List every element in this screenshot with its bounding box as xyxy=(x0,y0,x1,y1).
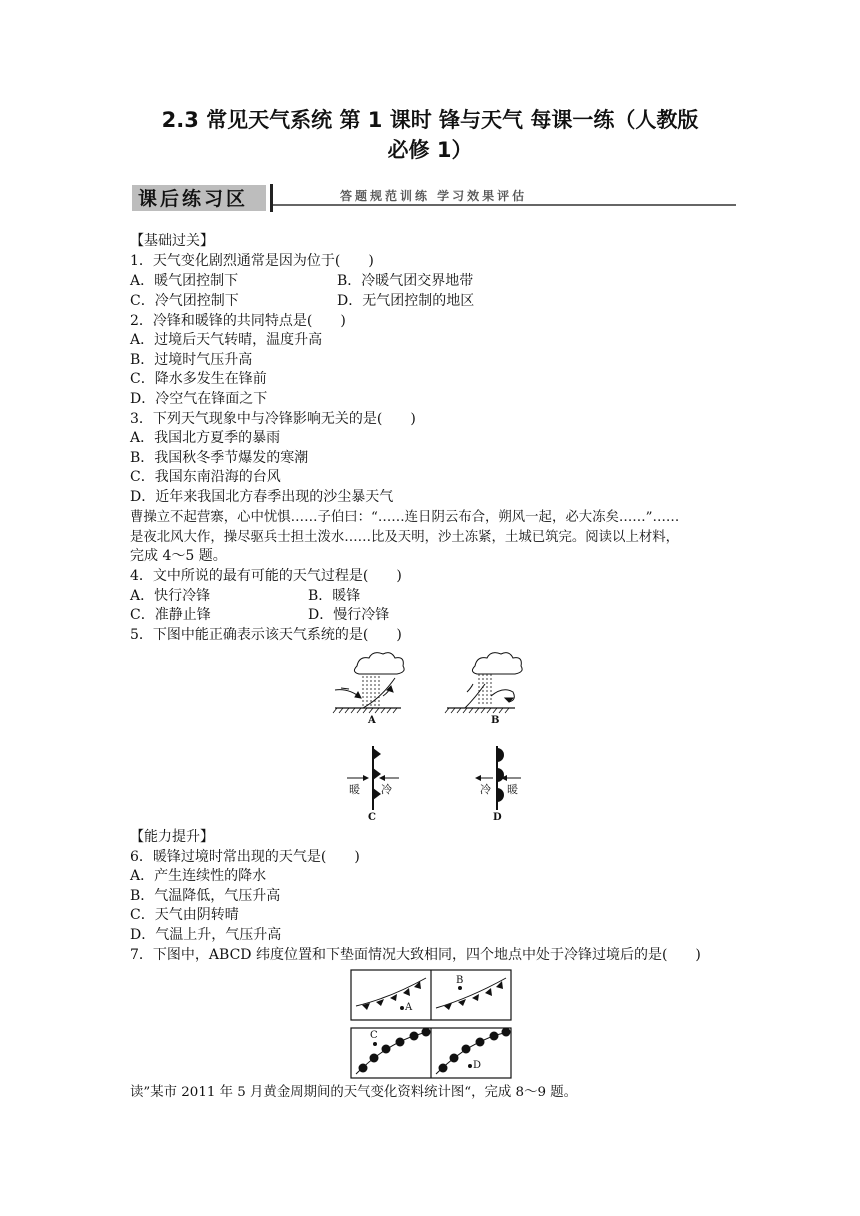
q1-option-a: A．暖气团控制下 xyxy=(130,273,239,289)
banner-subtitle: 答题规范训练 学习效果评估 xyxy=(340,189,528,203)
section-banner xyxy=(130,182,736,216)
passage-line2: 是夜北风大作，操尽驱兵士担土泼水……比及天明，沙土冻紧，土城已筑完。阅读以上材料， xyxy=(130,530,680,545)
q1-option-c: C．冷气团控制下 xyxy=(130,293,239,309)
q3-option-d: D．近年来我国北方春季出现的沙尘暴天气 xyxy=(130,489,394,505)
figure-label-d: D xyxy=(493,812,502,823)
map-label-c: C xyxy=(370,1030,378,1041)
q6-option-a: A．产生连续性的降水 xyxy=(130,868,267,884)
label-cold-c: 冷 xyxy=(381,783,392,796)
q3-option-b: B．我国秋冬季节爆发的寒潮 xyxy=(130,450,309,466)
q4-option-a: A．快行冷锋 xyxy=(130,588,211,604)
map-label-b: B xyxy=(456,975,464,986)
q7-figure xyxy=(350,968,514,1080)
q6-option-c: C．天气由阴转晴 xyxy=(130,907,239,923)
q4-option-d: D．慢行冷锋 xyxy=(308,607,390,623)
q4-option-b: B．暖锋 xyxy=(308,588,361,604)
map-label-d: D xyxy=(473,1060,482,1071)
banner-label: 课后练习区 xyxy=(138,188,249,210)
q1-option-b: B．冷暖气团交界地带 xyxy=(337,273,474,289)
passage-line1: 曹操立不起营寨，心中忧惧……子伯曰：“……连日阴云布合，朔风一起，必大冻矣……”…… xyxy=(130,510,680,525)
q3-option-c: C．我国东南沿海的台风 xyxy=(130,469,281,485)
q2-option-a: A．过境后天气转晴，温度升高 xyxy=(130,332,323,348)
figure-label-c: C xyxy=(368,812,376,823)
q6-stem: 6．暖锋过境时常出现的天气是( ) xyxy=(130,849,360,865)
q1-option-d: D．无气团控制的地区 xyxy=(337,293,475,309)
label-warm-d: 暖 xyxy=(507,783,518,796)
passage-line3: 完成 4～5 题。 xyxy=(130,548,227,564)
footer-instruction: 读”某市 2011 年 5 月黄金周期间的天气变化资料统计图“，完成 8～9 题。 xyxy=(130,1085,578,1100)
q4-stem: 4．文中所说的最有可能的天气过程是( ) xyxy=(130,568,402,584)
q2-stem: 2．冷锋和暖锋的共同特点是( ) xyxy=(130,313,346,329)
document-title-line1: 2.3 常见天气系统 第 1 课时 锋与天气 每课一练（人教版 xyxy=(161,108,699,132)
q6-option-d: D．气温上升，气压升高 xyxy=(130,927,282,943)
q6-option-b: B．气温降低，气压升高 xyxy=(130,888,281,904)
q7-stem: 7．下图中，ABCD 纬度位置和下垫面情况大致相同，四个地点中处于冷锋过境后的是( ) xyxy=(130,947,701,963)
figure-label-b: B xyxy=(491,715,500,726)
label-warm-c: 暖 xyxy=(349,783,360,796)
map-label-a: A xyxy=(405,1002,413,1013)
q4-option-c: C．准静止锋 xyxy=(130,607,211,623)
figure-label-a: A xyxy=(368,715,376,726)
document-title-line2: 必修 1） xyxy=(387,138,473,162)
q3-option-a: A．我国北方夏季的暴雨 xyxy=(130,430,281,446)
q2-option-b: B．过境时气压升高 xyxy=(130,352,253,368)
q2-option-d: D．冷空气在锋面之下 xyxy=(130,391,268,407)
q5-stem: 5．下图中能正确表示该天气系统的是( ) xyxy=(130,627,402,643)
front-diagrams xyxy=(325,648,535,830)
q2-option-c: C．降水多发生在锋前 xyxy=(130,371,267,387)
label-cold-d: 冷 xyxy=(480,783,491,796)
q1-stem: 1．天气变化剧烈通常是因为位于( ) xyxy=(130,253,374,269)
q5-figure xyxy=(325,648,535,830)
section-heading-basic: 【基础过关】 xyxy=(130,233,214,249)
q3-stem: 3．下列天气现象中与冷锋影响无关的是( ) xyxy=(130,411,416,427)
section-heading-advanced: 【能力提升】 xyxy=(130,829,214,845)
front-maps xyxy=(350,968,514,1080)
